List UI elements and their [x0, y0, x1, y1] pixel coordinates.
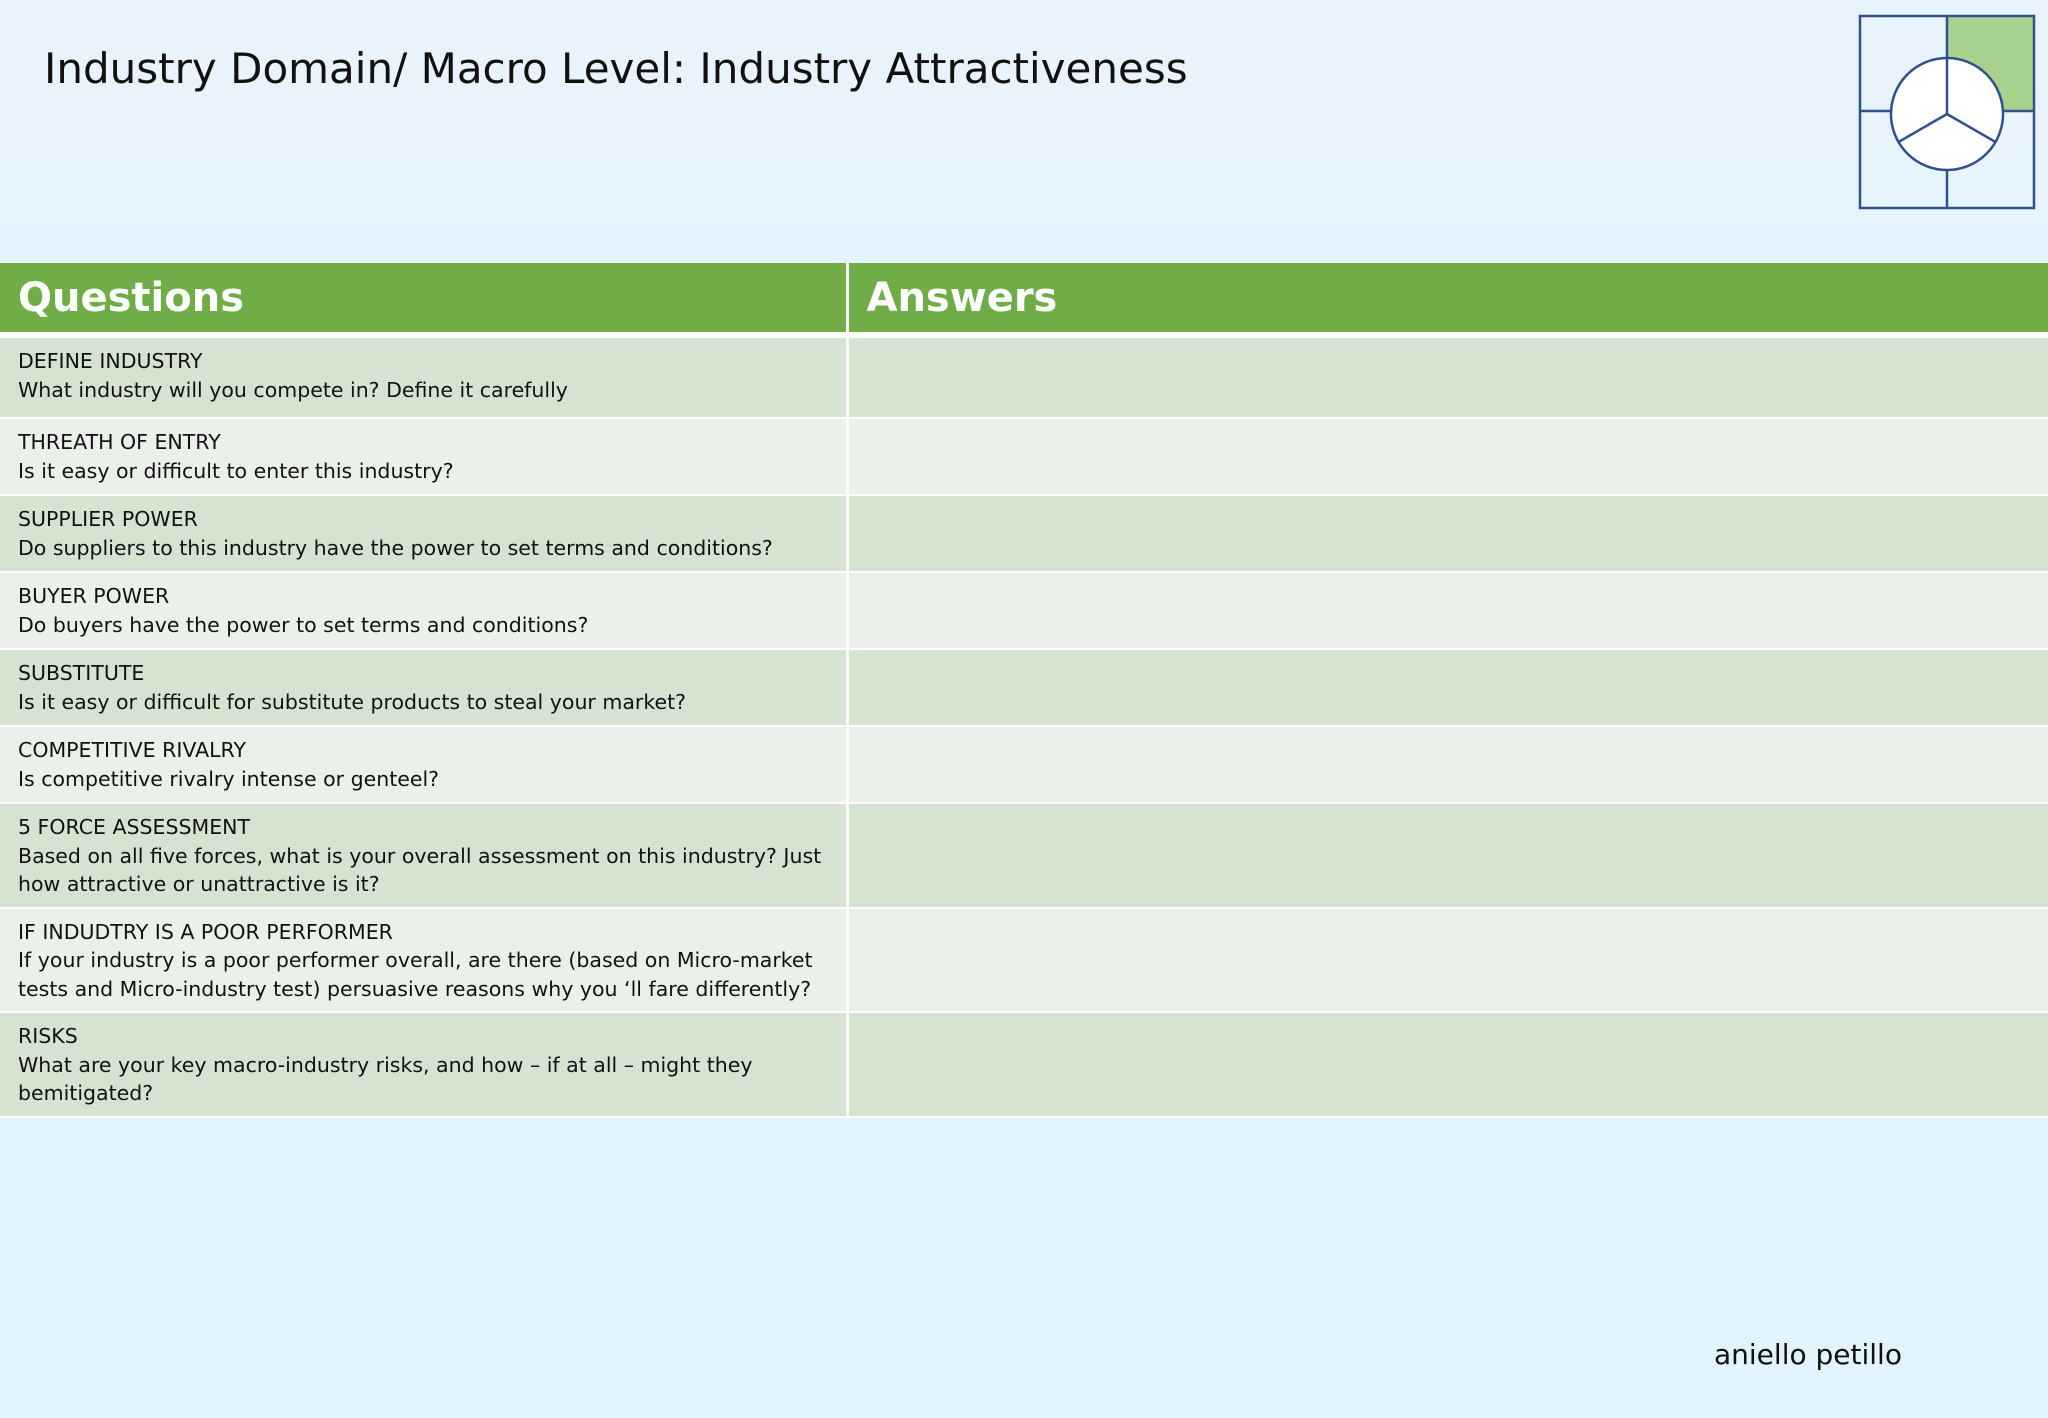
question-heading: THREATH OF ENTRY [18, 430, 221, 454]
question-cell [0, 418, 847, 495]
table-row [0, 572, 2048, 649]
question-cell [0, 335, 847, 418]
table-row [0, 649, 2048, 726]
question-text: What industry will you compete in? Define it carefully [18, 377, 568, 402]
table-row [0, 803, 2048, 908]
question-cell [0, 803, 847, 908]
question-cell [0, 649, 847, 726]
table-row [0, 418, 2048, 495]
question-heading: DEFINE INDUSTRY [18, 349, 203, 373]
question-cell [0, 572, 847, 649]
question-text: Is it easy or difficult to enter this industry? [18, 458, 454, 483]
answer-cell[interactable] [847, 649, 2048, 726]
answer-cell[interactable] [847, 335, 2048, 418]
answer-cell[interactable] [847, 418, 2048, 495]
question-heading: BUYER POWER [18, 584, 170, 608]
author-name: aniello petillo [1714, 1338, 1902, 1371]
quadrant-circle-logo-icon [1858, 14, 2036, 210]
answer-cell[interactable] [847, 803, 2048, 908]
question-text: Do buyers have the power to set terms and conditions? [18, 612, 589, 637]
question-cell [0, 1012, 847, 1117]
question-heading: SUPPLIER POWER [18, 507, 198, 531]
question-cell [0, 908, 847, 1013]
question-cell [0, 495, 847, 572]
question-text: If your industry is a poor performer overall, are there (based on Micro-market tests and Micro-industry test) persuasive reasons why you ‘ll fare differently? [18, 948, 813, 1001]
question-text: Based on all five forces, what is your overall assessment on this industry? Just how attractive or unattractive is it? [18, 843, 822, 896]
question-text: What are your key macro-industry risks, and how – if at all – might they bemitigated? [18, 1052, 753, 1105]
question-text: Is competitive rivalry intense or genteel? [18, 766, 440, 791]
page-title: Industry Domain/ Macro Level: Industry Attractiveness [44, 44, 1188, 93]
answer-cell[interactable] [847, 726, 2048, 803]
question-text: Is it easy or difficult for substitute products to steal your market? [18, 689, 687, 714]
answers-column-header: Answers [847, 263, 2048, 335]
answer-cell[interactable] [847, 1012, 2048, 1117]
questions-answers-table [0, 263, 2048, 1118]
question-heading: RISKS [18, 1024, 78, 1048]
table-header-row [0, 263, 2048, 335]
question-heading: IF INDUDTRY IS A POOR PERFORMER [18, 919, 393, 944]
table-row [0, 726, 2048, 803]
answer-cell[interactable] [847, 495, 2048, 572]
table-row [0, 495, 2048, 572]
answer-cell[interactable] [847, 908, 2048, 1013]
table-row [0, 1012, 2048, 1117]
answer-cell[interactable] [847, 572, 2048, 649]
question-heading: SUBSTITUTE [18, 661, 145, 685]
question-heading: 5 FORCE ASSESSMENT [18, 815, 251, 839]
questions-column-header: Questions [0, 263, 847, 335]
question-text: Do suppliers to this industry have the power to set terms and conditions? [18, 535, 773, 560]
table-row [0, 335, 2048, 418]
question-cell [0, 726, 847, 803]
table-row [0, 908, 2048, 1013]
question-heading: COMPETITIVE RIVALRY [18, 738, 246, 762]
